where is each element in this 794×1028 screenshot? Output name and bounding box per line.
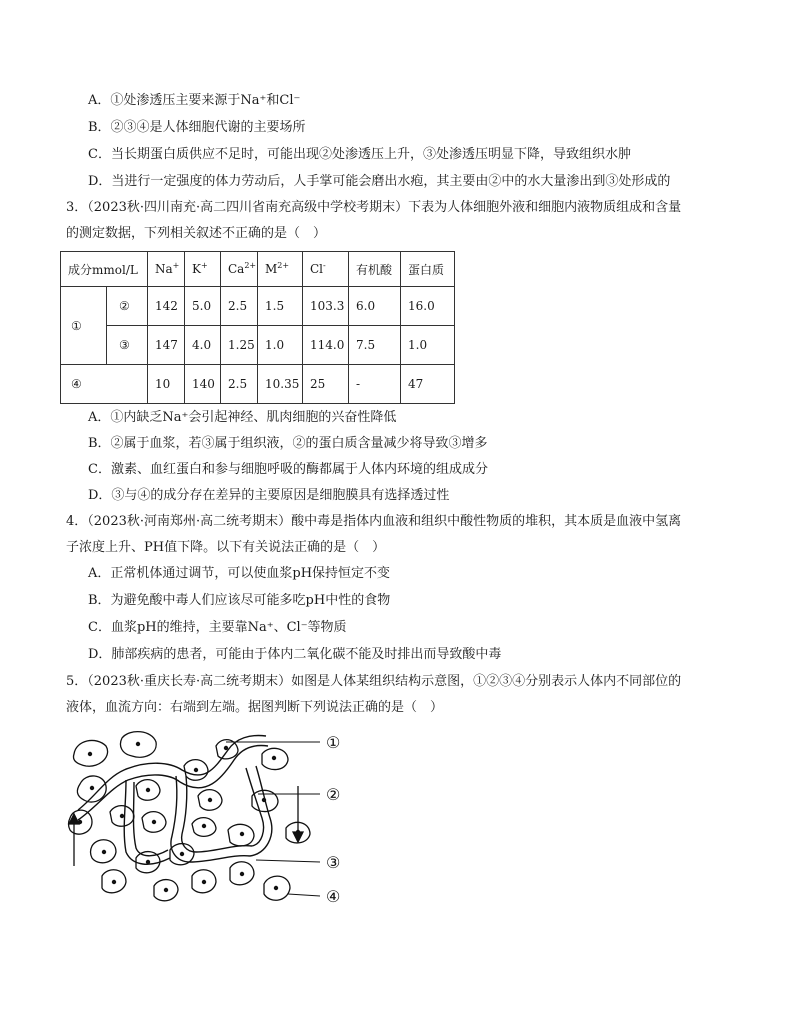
q4-option-d: D．肺部疾病的患者，可能由于体内二氧化碳不能及时排出而导致酸中毒 bbox=[88, 647, 502, 662]
diagram-label-2: ② bbox=[326, 785, 341, 804]
q2-option-a: A．①处渗透压主要来源于Na⁺和Cl⁻ bbox=[88, 93, 301, 108]
diagram-label-3: ③ bbox=[326, 853, 341, 872]
cell: 16.0 bbox=[401, 287, 455, 326]
table-row bbox=[61, 326, 455, 365]
q4-stem-line2: 子浓度上升、PH值下降。以下有关说法正确的是（ ） bbox=[66, 540, 386, 555]
col-protein: 蛋白质 bbox=[401, 252, 455, 287]
cell: 1.0 bbox=[258, 326, 303, 365]
cell: 5.0 bbox=[185, 287, 221, 326]
cell: 142 bbox=[148, 287, 185, 326]
q5-stem-line1: 5．（2023秋·重庆长寿·高二统考期末）如图是人体某组织结构示意图，①②③④分别表示人体内不同部位的 bbox=[66, 674, 682, 689]
cell: 6.0 bbox=[349, 287, 401, 326]
q3-stem-line1: 3．（2023秋·四川南充·高二四川省南充高级中学校考期末）下表为人体细胞外液和细胞内液物质组成和含量 bbox=[66, 200, 682, 215]
header-label: 成分mmol/L bbox=[61, 252, 148, 287]
col-k: K+ bbox=[185, 252, 221, 287]
table-header-row bbox=[61, 252, 455, 287]
cell: 2.5 bbox=[221, 365, 258, 404]
q3-option-a: A．①内缺乏Na⁺会引起神经、肌肉细胞的兴奋性降低 bbox=[88, 410, 397, 425]
col-na: Na+ bbox=[148, 252, 185, 287]
cell: 114.0 bbox=[303, 326, 349, 365]
table-row bbox=[61, 365, 455, 404]
cell: 10 bbox=[148, 365, 185, 404]
row-label: ③ bbox=[107, 326, 148, 365]
cell: 147 bbox=[148, 326, 185, 365]
cell: 1.5 bbox=[258, 287, 303, 326]
q3-stem-line2: 的测定数据，下列相关叙述不正确的是（ ） bbox=[66, 226, 327, 241]
col-ca: $Ca^{2+}$ bbox=[221, 252, 258, 287]
q3-option-c: C．激素、血红蛋白和参与细胞呼吸的酶都属于人体内环境的组成成分 bbox=[88, 462, 488, 477]
row-label: ④ bbox=[61, 365, 148, 404]
cell: 4.0 bbox=[185, 326, 221, 365]
cell: 1.0 bbox=[401, 326, 455, 365]
q4-option-a: A．正常机体通过调节，可以使血浆pH保持恒定不变 bbox=[88, 566, 391, 581]
cell: 10.35 bbox=[258, 365, 303, 404]
q4-stem-line1: 4．（2023秋·河南郑州·高二统考期末）酸中毒是指体内血液和组织中酸性物质的堆积，其本质是血液中氢离 bbox=[66, 514, 682, 529]
q2-option-c: C．当长期蛋白质供应不足时，可能出现②处渗透压上升，③处渗透压明显下降，导致组织水肿 bbox=[88, 147, 631, 162]
composition-table bbox=[60, 251, 455, 404]
cell: 103.3 bbox=[303, 287, 349, 326]
q4-option-b: B．为避免酸中毒人们应该尽可能多吃pH中性的食物 bbox=[88, 593, 391, 608]
col-organic-acid: 有机酸 bbox=[349, 252, 401, 287]
tissue-structure-diagram bbox=[66, 726, 356, 912]
q4-option-c: C．血浆pH的维持，主要靠Na⁺、Cl⁻等物质 bbox=[88, 620, 347, 635]
cell: 1.25 bbox=[221, 326, 258, 365]
cell: 140 bbox=[185, 365, 221, 404]
cell: 2.5 bbox=[221, 287, 258, 326]
q5-stem-line2: 液体，血流方向：右端到左端。据图判断下列说法正确的是（ ） bbox=[66, 700, 444, 715]
diagram-label-4: ④ bbox=[326, 887, 341, 906]
cell: 25 bbox=[303, 365, 349, 404]
diagram-label-1: ① bbox=[326, 733, 341, 752]
col-m: $M^{2+}$ bbox=[258, 252, 303, 287]
group-label: ① bbox=[61, 287, 107, 365]
q3-option-d: D．③与④的成分存在差异的主要原因是细胞膜具有选择透过性 bbox=[88, 488, 450, 503]
table-row bbox=[61, 287, 455, 326]
q3-option-b: B．②属于血浆，若③属于组织液，②的蛋白质含量减少将导致③增多 bbox=[88, 436, 488, 451]
row-label: ② bbox=[107, 287, 148, 326]
cell: 7.5 bbox=[349, 326, 401, 365]
col-cl: Cl- bbox=[303, 252, 349, 287]
cell: 47 bbox=[401, 365, 455, 404]
cell: - bbox=[349, 365, 401, 404]
q2-option-d: D．当进行一定强度的体力劳动后，人手掌可能会磨出水疱，其主要由②中的水大量渗出到③处形成的 bbox=[88, 174, 671, 189]
q2-option-b: B．②③④是人体细胞代谢的主要场所 bbox=[88, 120, 306, 135]
